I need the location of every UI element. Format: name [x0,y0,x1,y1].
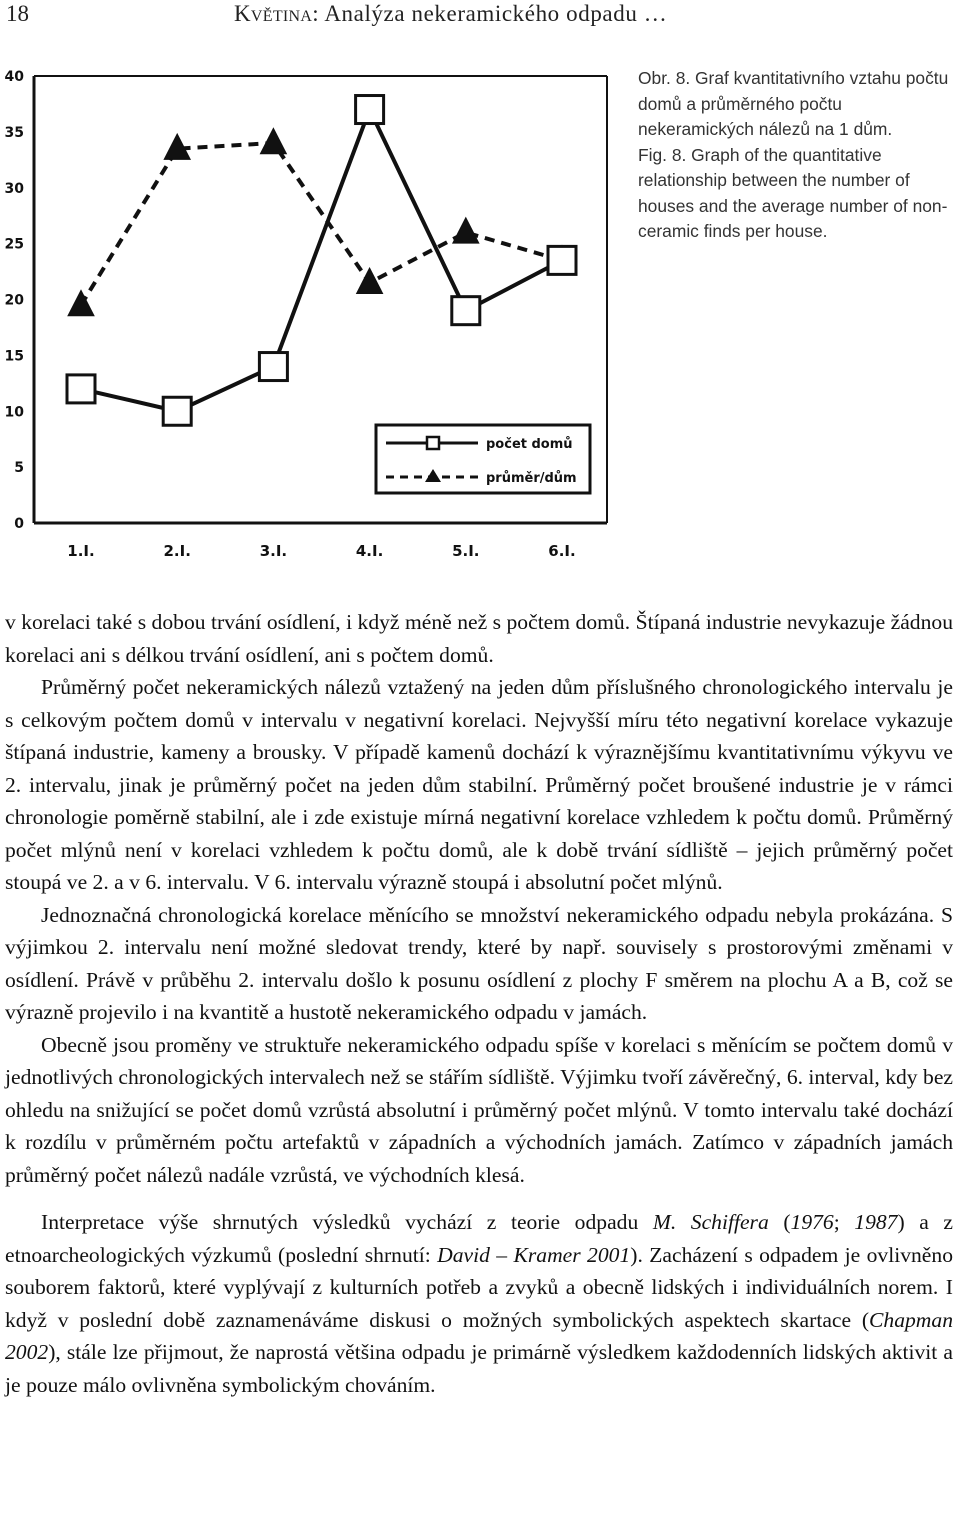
y-tick-label: 10 [4,404,24,421]
triangle-marker [357,268,383,293]
series-line [81,143,562,305]
text-run: ( [768,1210,791,1234]
page-number: 18 [6,1,29,26]
text-run: Obecně jsou proměny ve struktuře nekeramického odpadu spíše v korelaci s měnícím se počtem domů v jednotlivých chronologických intervalech než se stářím sídliště. Výjimku tvoří závěrečný, 6. interval, kdy bez ohledu na snižující se počet domů vzrůstá absolutní i průměrný počet mlýnů. V tomto intervalu také dochází k rozdílu v průměrném počtu artefaktů v západních a východních jamách. Zatímco v západních jamách průměrný počet nálezů nadále vzrůstá, ve východních klesá. [5,1032,953,1187]
line-chart [0,60,620,570]
citation: M. Schiffera [652,1210,769,1234]
x-tick-label: 6.I. [548,542,576,560]
triangle-marker [453,218,479,243]
x-tick-label: 1.I. [67,542,95,560]
paragraph [5,606,953,671]
square-marker [452,297,480,325]
square-marker [259,353,287,381]
x-tick-label: 3.I. [259,542,288,560]
running-title: Květina: Analýza nekeramického odpadu … [234,1,668,26]
square-marker [356,96,384,124]
x-tick-label: 4.I. [355,542,384,560]
caption-english: Fig. 8. Graph of the quantitative relationship between the number of houses and the average number of non-ceramic finds per house. [638,144,948,241]
paragraph [5,899,953,1029]
paragraph [5,1029,953,1192]
series-square [67,96,576,426]
series-triangle [68,128,575,315]
x-tick-label: 2.I. [163,542,191,560]
y-tick-label: 35 [4,124,24,141]
citation: 1987 [854,1210,898,1234]
figure-caption [638,66,958,245]
square-marker [67,375,95,403]
citation: David – Kramer 2001 [437,1242,631,1267]
running-author: Květina [234,1,313,26]
text-run: ) a z etnoarcheologických výzkumů (poslední shrnutí: [5,1210,953,1267]
series-line [81,110,562,412]
legend-label: počet domů [486,437,573,452]
text-run: ; [833,1210,855,1234]
x-tick-label: 5.I. [452,542,480,560]
y-tick-label: 30 [4,180,24,197]
paragraph [5,671,953,899]
y-tick-label: 5 [14,460,24,477]
body-text [5,606,953,1401]
caption-czech: Obr. 8. Graf kvantitativního vztahu počtu domů a průměrného počtu nekeramických nálezů na 1 dům. [638,68,949,139]
text-run: v korelaci také s dobou trvání osídlení, i když méně než s počtem domů. Štípaná industrie nevykazuje žádnou korelaci ani s délkou trvání osídlení, ani s počtem domů. [5,610,953,667]
triangle-marker [260,128,286,153]
text-run: ), stále lze přijmout, že naprostá většina odpadu je primárně výsledkem každodenních lidských aktivit a je pouze málo ovlivněna symbolickým chováním. [5,1340,953,1397]
legend-label: průměr/dům [486,471,577,486]
y-tick-label: 20 [4,292,24,309]
legend-square-marker [427,437,439,449]
square-marker [163,397,191,425]
y-tick-label: 25 [4,236,24,253]
text-run: ). Zacházení s odpadem je ovlivněno souborem faktorů, které vyplývají z kulturních potřeb a zvyků a obecně lidských i individuálních norem. I když v poslední době zaznamenáváme diskusi o možných symbolických aspektech skartace ( [5,1242,953,1332]
text-run: Interpretace výše shrnutých výsledků vychází z teorie odpadu [41,1210,653,1234]
y-tick-label: 40 [4,69,24,85]
citation: Chapman 2002 [5,1307,953,1364]
y-tick-label: 0 [14,516,24,532]
square-marker [548,246,576,274]
text-run: Jednoznačná chronologická korelace měnícího se množství nekeramického odpadu nebyla prokázána. S výjimkou 2. intervalu není možné sledovat trendy, které by např. souvisely s prostorovými změnami v osídlení. Právě v průběhu 2. intervalu došlo k posunu osídlení z plochy F směrem na plochu A a B, což se výrazně projevilo i na kvantitě a hustotě nekeramického odpadu v jamách. [5,902,953,1024]
paragraph [5,1206,953,1401]
running-article-title: Analýza nekeramického odpadu … [324,1,668,26]
text-run: Průměrný počet nekeramických nálezů vztažený na jeden dům příslušného chronologického intervalu je s celkovým počtem domů v intervalu v negativní korelaci. Nejvyšší míru této negativní korelace vykazuje štípaná industrie, kameny a brousky. V případě kamenů dochází k výraznějšímu kvantitativnímu výkyvu ve 2. intervalu, jinak je průměrný počet na jeden dům stabilní. Průměrný počet broušené industrie je v rámci chronologie poměrně stabilní, ale i zde existuje mírná negativní korelace vzhledem k počtu domů. Průměrný počet mlýnů není v korelaci vzhledem k počtu domů, ale k době trvání sídliště – jejich průměrný počet stoupá ve 2. a v 6. intervalu. V 6. intervalu výrazně stoupá i absolutní počet mlýnů. [5,675,953,894]
y-tick-label: 15 [4,348,24,365]
triangle-marker [68,290,94,315]
citation: 1976 [790,1210,834,1234]
running-header [6,0,956,30]
